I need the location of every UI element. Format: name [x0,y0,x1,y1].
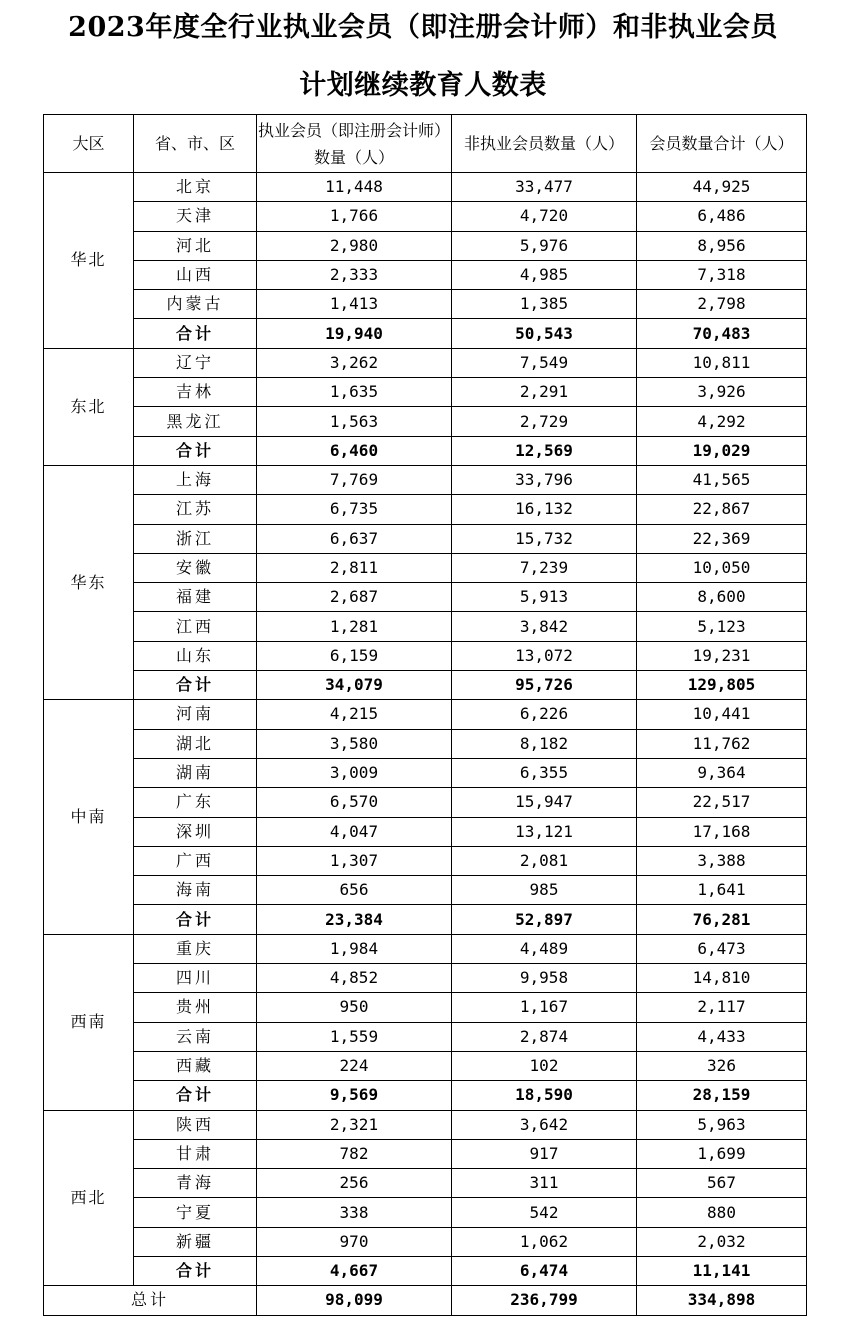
table-row [44,583,807,612]
value-cell: 3,009 [257,758,452,787]
subtotal-label: 合计 [134,319,257,348]
value-cell: 311 [452,1169,637,1198]
subtotal-value: 19,940 [257,319,452,348]
grand-total-value: 236,799 [452,1286,637,1315]
value-cell: 542 [452,1198,637,1227]
value-cell: 338 [257,1198,452,1227]
member-table [43,114,807,1316]
table-row [44,524,807,553]
value-cell: 15,947 [452,788,637,817]
value-cell: 41,565 [637,465,807,494]
value-cell: 3,842 [452,612,637,641]
value-cell: 1,281 [257,612,452,641]
value-cell: 13,121 [452,817,637,846]
province-cell: 陕西 [134,1110,257,1139]
value-cell: 950 [257,993,452,1022]
value-cell: 8,600 [637,583,807,612]
value-cell: 7,318 [637,260,807,289]
value-cell: 11,762 [637,729,807,758]
header-row [44,115,807,173]
province-cell: 云南 [134,1022,257,1051]
table-row [44,876,807,905]
region-cell: 华东 [44,465,134,699]
subtotal-value: 28,159 [637,1081,807,1110]
value-cell: 2,687 [257,583,452,612]
value-cell: 102 [452,1051,637,1080]
province-cell: 江苏 [134,495,257,524]
subtotal-label: 合计 [134,1256,257,1285]
province-cell: 河北 [134,231,257,260]
value-cell: 782 [257,1139,452,1168]
table-row [44,846,807,875]
province-cell: 甘肃 [134,1139,257,1168]
value-cell: 4,433 [637,1022,807,1051]
table-row [44,1051,807,1080]
value-cell: 1,641 [637,876,807,905]
province-cell: 广西 [134,846,257,875]
grand-total-row [44,1286,807,1315]
table-row [44,378,807,407]
value-cell: 6,570 [257,788,452,817]
province-cell: 新疆 [134,1227,257,1256]
value-cell: 1,563 [257,407,452,436]
value-cell: 4,852 [257,964,452,993]
table-row [44,202,807,231]
table-row [44,407,807,436]
value-cell: 9,364 [637,758,807,787]
value-cell: 4,292 [637,407,807,436]
province-cell: 河南 [134,700,257,729]
value-cell: 8,182 [452,729,637,758]
table-row [44,964,807,993]
province-cell: 安徽 [134,553,257,582]
value-cell: 4,215 [257,700,452,729]
value-cell: 7,769 [257,465,452,494]
value-cell: 656 [257,876,452,905]
value-cell: 2,811 [257,553,452,582]
province-cell: 湖北 [134,729,257,758]
region-cell: 西南 [44,934,134,1110]
value-cell: 224 [257,1051,452,1080]
page-subtitle: 计划继续教育人数表 [299,70,547,101]
value-cell: 880 [637,1198,807,1227]
value-cell: 6,637 [257,524,452,553]
value-cell: 5,123 [637,612,807,641]
province-cell: 山东 [134,641,257,670]
subtotal-row [44,436,807,465]
subtotal-value: 9,569 [257,1081,452,1110]
value-cell: 1,699 [637,1139,807,1168]
value-cell: 33,477 [452,173,637,202]
province-cell: 青海 [134,1169,257,1198]
value-cell: 3,388 [637,846,807,875]
value-cell: 10,050 [637,553,807,582]
province-cell: 福建 [134,583,257,612]
value-cell: 3,642 [452,1110,637,1139]
value-cell: 17,168 [637,817,807,846]
province-cell: 山西 [134,260,257,289]
value-cell: 10,441 [637,700,807,729]
table-body [44,173,807,1316]
table-row [44,788,807,817]
value-cell: 2,117 [637,993,807,1022]
value-cell: 985 [452,876,637,905]
value-cell: 9,958 [452,964,637,993]
table-row [44,1139,807,1168]
table-row [44,465,807,494]
subtotal-value: 6,474 [452,1256,637,1285]
province-cell: 北京 [134,173,257,202]
table-row [44,729,807,758]
value-cell: 2,980 [257,231,452,260]
value-cell: 6,473 [637,934,807,963]
table-row [44,993,807,1022]
value-cell: 1,559 [257,1022,452,1051]
region-cell: 华北 [44,173,134,349]
value-cell: 2,333 [257,260,452,289]
subtotal-value: 129,805 [637,671,807,700]
value-cell: 1,167 [452,993,637,1022]
value-cell: 2,081 [452,846,637,875]
grand-total-value: 98,099 [257,1286,452,1315]
table-row [44,1198,807,1227]
value-cell: 6,226 [452,700,637,729]
table-row [44,758,807,787]
value-cell: 10,811 [637,348,807,377]
province-cell: 贵州 [134,993,257,1022]
subtotal-value: 34,079 [257,671,452,700]
province-cell: 海南 [134,876,257,905]
subtotal-row [44,1081,807,1110]
value-cell: 11,448 [257,173,452,202]
province-cell: 上海 [134,465,257,494]
province-cell: 内蒙古 [134,290,257,319]
header-region: 大区 [44,115,134,173]
table-row [44,553,807,582]
value-cell: 7,549 [452,348,637,377]
province-cell: 浙江 [134,524,257,553]
subtotal-value: 50,543 [452,319,637,348]
table-row [44,1110,807,1139]
subtotal-value: 11,141 [637,1256,807,1285]
value-cell: 2,032 [637,1227,807,1256]
value-cell: 567 [637,1169,807,1198]
table-row [44,700,807,729]
value-cell: 2,291 [452,378,637,407]
province-cell: 宁夏 [134,1198,257,1227]
province-cell: 天津 [134,202,257,231]
header-total: 会员数量合计（人） [637,115,807,173]
subtotal-row [44,905,807,934]
subtotal-value: 12,569 [452,436,637,465]
header-nonpracticing: 非执业会员数量（人） [452,115,637,173]
value-cell: 4,720 [452,202,637,231]
value-cell: 1,413 [257,290,452,319]
value-cell: 8,956 [637,231,807,260]
table-row [44,1022,807,1051]
value-cell: 16,132 [452,495,637,524]
value-cell: 15,732 [452,524,637,553]
table-row [44,612,807,641]
table-row [44,231,807,260]
value-cell: 4,985 [452,260,637,289]
value-cell: 6,735 [257,495,452,524]
value-cell: 22,369 [637,524,807,553]
value-cell: 19,231 [637,641,807,670]
subtotal-label: 合计 [134,905,257,934]
value-cell: 2,798 [637,290,807,319]
value-cell: 6,159 [257,641,452,670]
value-cell: 2,321 [257,1110,452,1139]
value-cell: 917 [452,1139,637,1168]
value-cell: 1,307 [257,846,452,875]
subtotal-value: 18,590 [452,1081,637,1110]
table-row [44,641,807,670]
subtotal-value: 19,029 [637,436,807,465]
value-cell: 256 [257,1169,452,1198]
subtotal-value: 76,281 [637,905,807,934]
table-row [44,817,807,846]
subtotal-label: 合计 [134,671,257,700]
province-cell: 吉林 [134,378,257,407]
subtotal-value: 95,726 [452,671,637,700]
value-cell: 6,355 [452,758,637,787]
province-cell: 西藏 [134,1051,257,1080]
table-row [44,290,807,319]
province-cell: 四川 [134,964,257,993]
value-cell: 326 [637,1051,807,1080]
table-row [44,173,807,202]
value-cell: 14,810 [637,964,807,993]
grand-total-value: 334,898 [637,1286,807,1315]
value-cell: 3,262 [257,348,452,377]
value-cell: 44,925 [637,173,807,202]
region-cell: 中南 [44,700,134,934]
header-practicing: 执业会员（即注册会计师）数量（人） [257,115,452,173]
value-cell: 3,926 [637,378,807,407]
subtotal-row [44,1256,807,1285]
subtotal-label: 合计 [134,1081,257,1110]
subtotal-label: 合计 [134,436,257,465]
value-cell: 970 [257,1227,452,1256]
subtotal-value: 23,384 [257,905,452,934]
province-cell: 黑龙江 [134,407,257,436]
province-cell: 辽宁 [134,348,257,377]
subtotal-row [44,671,807,700]
value-cell: 2,874 [452,1022,637,1051]
value-cell: 1,385 [452,290,637,319]
province-cell: 广东 [134,788,257,817]
value-cell: 3,580 [257,729,452,758]
value-cell: 4,047 [257,817,452,846]
region-cell: 西北 [44,1110,134,1286]
page-title: 2023年度全行业执业会员（即注册会计师）和非执业会员 [68,12,778,43]
region-cell: 东北 [44,348,134,465]
header-province: 省、市、区 [134,115,257,173]
value-cell: 7,239 [452,553,637,582]
table-row [44,934,807,963]
subtotal-value: 70,483 [637,319,807,348]
table-row [44,1169,807,1198]
subtotal-value: 52,897 [452,905,637,934]
value-cell: 22,517 [637,788,807,817]
subtotal-value: 4,667 [257,1256,452,1285]
grand-total-label: 总计 [44,1286,257,1315]
value-cell: 1,984 [257,934,452,963]
table-row [44,348,807,377]
subtotal-row [44,319,807,348]
value-cell: 5,963 [637,1110,807,1139]
value-cell: 33,796 [452,465,637,494]
table-row [44,1227,807,1256]
value-cell: 2,729 [452,407,637,436]
province-cell: 江西 [134,612,257,641]
value-cell: 1,062 [452,1227,637,1256]
subtotal-value: 6,460 [257,436,452,465]
value-cell: 5,976 [452,231,637,260]
value-cell: 22,867 [637,495,807,524]
value-cell: 4,489 [452,934,637,963]
province-cell: 湖南 [134,758,257,787]
value-cell: 5,913 [452,583,637,612]
table-row [44,495,807,524]
value-cell: 1,635 [257,378,452,407]
province-cell: 重庆 [134,934,257,963]
province-cell: 深圳 [134,817,257,846]
value-cell: 13,072 [452,641,637,670]
table-row [44,260,807,289]
value-cell: 1,766 [257,202,452,231]
value-cell: 6,486 [637,202,807,231]
